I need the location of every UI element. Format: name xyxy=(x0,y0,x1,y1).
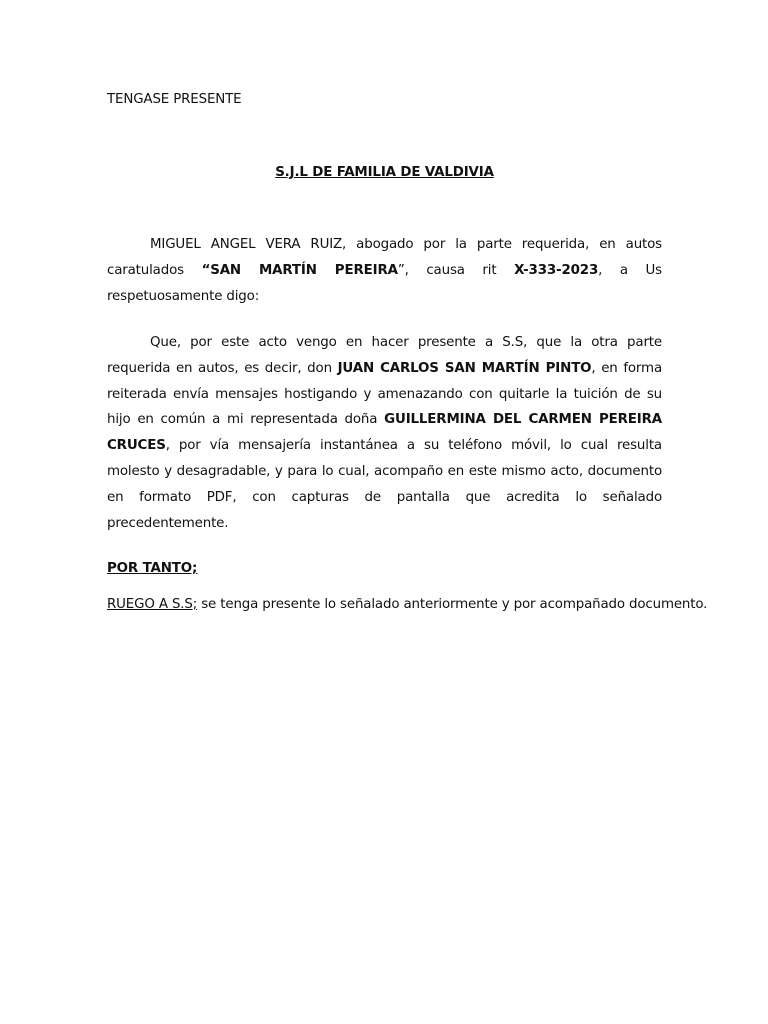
quote-open: “ xyxy=(201,262,211,278)
case-rit: X-333-2023 xyxy=(514,262,599,278)
body-text-1: Que, por este acto vengo en hacer presente a S.S, que la otra parte requerida en autos, es decir, don xyxy=(107,335,662,376)
por-tanto-heading: POR TANTO; xyxy=(107,561,198,576)
body-text-2: , en forma reiterada envía mensajes hostigando y amenazando con quitarle la tuición de su hijo en común a mi representada doña xyxy=(107,360,662,428)
body-paragraph xyxy=(107,330,662,536)
court-heading: S.J.L DE FAMILIA DE VALDIVIA xyxy=(275,165,494,180)
intro-text-1: MIGUEL ANGEL VERA RUIZ, abogado por la parte requerida, en autos caratulados xyxy=(107,237,662,278)
intro-text-2: , causa rit xyxy=(404,262,515,278)
intro-text-3: , a Us respetuosamente digo: xyxy=(107,262,662,304)
quote-close: ” xyxy=(397,262,405,278)
case-caption: SAN MARTÍN PEREIRA xyxy=(210,262,398,278)
petition-text: se tenga presente lo señalado anteriormente y por acompañado documento. xyxy=(197,597,708,612)
respondent-name: JUAN CARLOS SAN MARTÍN PINTO xyxy=(337,360,592,376)
body-text-3: , por vía mensajería instantánea a su teléfono móvil, lo cual resulta molesto y desagradable, y para lo cual, acompaño en este mismo acto, documento en formato PDF, con capturas de pantalla que acredita lo señalado precedentemente. xyxy=(107,438,662,531)
sumilla: TENGASE PRESENTE xyxy=(107,92,242,107)
petition-line xyxy=(107,597,708,612)
petition-label: RUEGO A S.S; xyxy=(107,597,198,612)
represented-name: GUILLERMINA DEL CARMEN PEREIRA CRUCES xyxy=(107,412,663,454)
intro-paragraph xyxy=(107,232,662,309)
